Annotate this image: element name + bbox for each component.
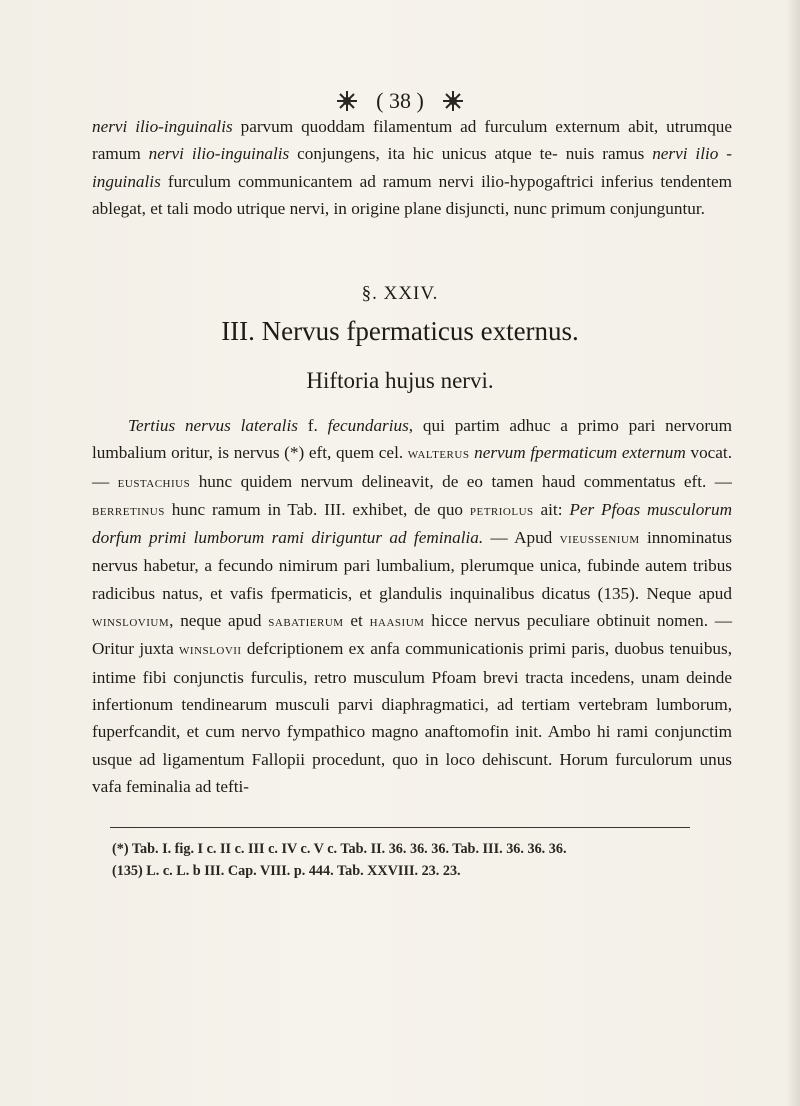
text-run: — Apud [483, 528, 560, 548]
author-name: sabatierum [268, 613, 344, 631]
page-edge-shadow [786, 0, 800, 1106]
author-name: walterus [407, 445, 470, 463]
author-name: winslovii [179, 641, 242, 659]
text-run: f. [297, 416, 328, 435]
paragraph-continuation [92, 113, 732, 222]
text-run: nuis ramus [565, 144, 653, 164]
footnote-2: (135) L. c. L. b III. Cap. VIII. p. 444. Tab. XXVIII. 23. 23. [112, 863, 461, 879]
section-title: III. Nervus fpermaticus externus. [221, 316, 579, 346]
author-name: vieussenium [559, 530, 640, 548]
text-run: parvum quoddam filamentum ad furculum externum abit, [232, 117, 659, 136]
ornament-icon-right [442, 90, 464, 112]
text-run: ilio-hypogaftrici inferius tendentem ablegat, et tali modo utrique nervi, in [92, 171, 732, 218]
footnote-1: (*) Tab. I. fig. I c. II c. III c. IV c. V c. Tab. II. 36. 36. 36. Tab. III. 36. 36. 36. [112, 841, 567, 857]
italic-term: Tertius nervus lateralis [128, 416, 298, 435]
text-run: furculum communicantem ad ramum nervi [160, 171, 474, 191]
author-name: winslovium [92, 613, 170, 631]
author-name: petriolus [469, 501, 534, 519]
footnote-rule [110, 827, 690, 828]
text-run: ait: [533, 499, 570, 519]
text-run: et [343, 611, 370, 631]
text-run: hicce nervus peculiare obtinuit nomen. — Oritur juxta [92, 611, 733, 659]
text-run: utrumque ramum [92, 117, 733, 164]
text-run: vocat. — [92, 443, 733, 491]
text-run: conjungens, ita hic unicus atque te- [289, 144, 558, 164]
author-name: haasium [369, 613, 425, 631]
text-run: , neque apud [169, 611, 269, 631]
section-number: §. XXIV. [361, 283, 439, 304]
italic-term: fecundarius [327, 416, 409, 435]
text-run: origine plane disjuncti, nunc primum conjunguntur. [351, 198, 705, 218]
text-run: hunc quidem nervum delineavit, de eo tamen haud commentatus eft. — [190, 471, 732, 491]
italic-term: nervum fpermaticum externum [474, 443, 686, 463]
italic-term: nervi ilio-inguinalis [92, 117, 233, 136]
italic-quote: Per Pfoas musculorum dorfum primi lumborum rami diriguntur ad feminalia. [92, 499, 732, 548]
text-run: hunc ramum in Tab. III. exhibet, de quo [164, 499, 470, 519]
ornament-icon-left [336, 90, 358, 112]
text-run: innominatus nervus habetur, a fecundo nimirum pari lumbalium, plerumque unica, fubinde autem tribus radicibus natus, et vafis fpermaticis, et glandulis inquinalibus dicatus (135). Neque apud [92, 528, 732, 603]
section-subtitle: Hiftoria hujus nervi. [306, 368, 494, 393]
main-paragraph [92, 412, 732, 800]
page-header [0, 88, 800, 114]
author-name: eustachius [117, 473, 191, 491]
italic-term: nervi ilio - inguinalis [92, 144, 732, 191]
author-name: berretinus [92, 501, 165, 519]
footnotes [112, 838, 752, 882]
italic-term: nervi ilio-inguinalis [148, 144, 290, 164]
text-run: , qui partim adhuc a primo pari nervorum lumbalium oritur, is nervus (*) eft, quem cel. [92, 416, 733, 463]
text-run: defcriptionem ex anfa communicationis primi paris, duobus tenuibus, intime fibi conjunctis furculis, retro musculum Pfoam brevi tracta incedens, unam deinde infertionum tendinearum musculi parvi diaphragmatici, ad tertiam vertebram lumborum, fuperfcandit, et cum nervo fympathico magno anaftomofin init. Ambo hi rami conjunctim usque ad ligamentum Fallopii procedunt, quo in loco dehiscunt. Horum furculorum unus vafa feminalia ad tefti- [92, 639, 732, 796]
page-number: ( 38 ) [376, 88, 424, 113]
